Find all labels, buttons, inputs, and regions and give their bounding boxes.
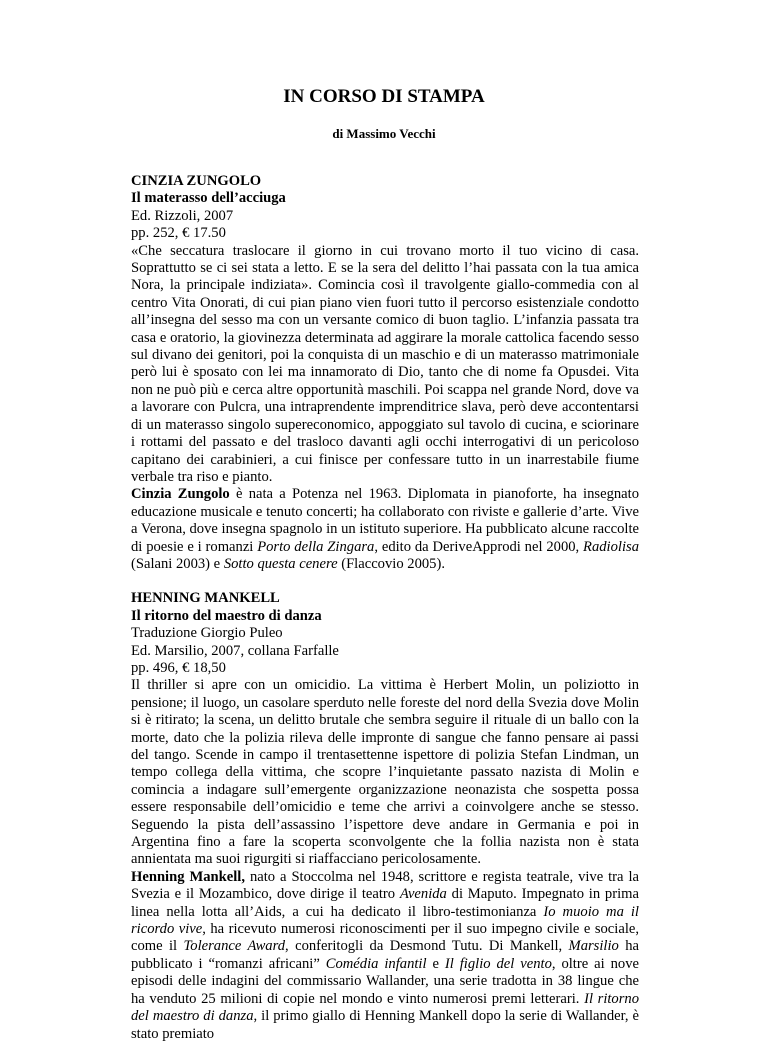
book-review: «Che seccatura traslocare il giorno in cui trovano morto il tuo vicino di casa. Soprattutto se ci sei stata a letto. E se la sera del delitto l’hai passata con la tua amica Nora, la principale indiziata». Comincia così il travolgente giallo-commedia con al centro Vita Onorati, di cui pian piano vien fuori tutto il percorso esistenziale condotto all’insegna del sesso ma con un versante comico di buon taglio. L’infanzia passata tra casa e oratorio, la giovinezza determinata ad aggirare la morale cattolica facendo sesso sul divano dei genitori, poi la conquista di un maschio e di un materasso matrimoniale però lui è sposato con lei ma innamorato di Dio, tanto che di nome fa Opusdei. Vita non ne può più e cerca altre opportunità maschili. Poi scappa nel grande Nord, dove va a lavorare con Pulcra, una intraprendente imprenditrice slava, però deve accontentarsi di un materasso singolo supereconomico, appoggiato sul tavolo di cucina, e sciorinare i rottami del passato e del trasloco davanti agli occhi interrogativi di un pericoloso capitano dei carabinieri, a cui finisce per confessare tutto in un inarrestabile fiume verbale tra riso e pianto. bbox=[131, 242, 639, 485]
bio-book-title: Radiolisa bbox=[583, 538, 639, 555]
bio-text: , oltre ai nove episodi delle indagini del commissario Wallander, una serie tradotta in 38 lingue che ha venduto 25 milioni di copie nel mondo e vinto numerosi premi letterari. bbox=[131, 955, 639, 1007]
book-review: Il thriller si apre con un omicidio. La vittima è Herbert Molin, un poliziotto in pensione; il luogo, un casolare sperduto nelle foreste del nord della Svezia dove Molin si è ritirato; la scena, un delitto brutale che sembra seguire il rituale di un ballo con la morte, dato che la polizia rileva delle impronte di sangue che fanno pensare ai passi del tango. Scende in campo il trentasettenne ispettore di polizia Stefan Lindman, un tempo collega della vittima, che scopre l’inquietante passato nazista di Molin e comincia a indagare sull’emergente organizzazione neonazista che sospetta possa essere responsabile dell’omicidio e teme che arrivi a coinvolgere anche se stesso. Seguendo la pista dell’assassino l’ispettore deve andare in Germania e poi in Argentina fino a fare la scoperta sconvolgente che la follia nazista non è stata annientata ma suoi rigurgiti si riaffacciano pericolosamente. bbox=[131, 677, 639, 868]
bio-text: e bbox=[426, 955, 445, 972]
book-publisher: Ed. Rizzoli, 2007 bbox=[131, 207, 234, 224]
bio-text: (Flaccovio 2005). bbox=[337, 555, 445, 572]
bio-book-title: Porto della Zingara bbox=[257, 538, 375, 555]
page-title: IN CORSO DI STAMPA bbox=[283, 86, 485, 107]
bio-book-title: Il ritorno del maestro di danza bbox=[131, 990, 639, 1025]
bio-text: , il primo giallo di Henning Mankell dopo la serie di Wallander, è stato premiato bbox=[131, 1008, 640, 1042]
bio-text: , conferitogli da Desmond Tutu. Di Mankell, bbox=[285, 938, 569, 955]
book-author: HENNING MANKELL bbox=[131, 590, 280, 607]
bio-book-title: Comédia infantil bbox=[325, 955, 427, 972]
bio-text: (Salani 2003) e bbox=[131, 555, 224, 572]
bio-text: di Maputo. Impegnato in prima linea nella lotta all’Aids, a cui ha dedicato il libro-testimonianza bbox=[131, 886, 639, 920]
bio-text: ha pubblicato i “romanzi africani” bbox=[131, 938, 639, 972]
bio-book-title: Io muoio ma il ricordo vive bbox=[131, 903, 639, 938]
book-author: CINZIA ZUNGOLO bbox=[131, 173, 262, 189]
author-bio bbox=[131, 486, 639, 573]
bio-text: è nata a Potenza nel 1963. Diplomata in pianoforte, ha insegnato educazione musicale e tenuto concerti; ha collaborato con riviste e gallerie d’arte. Vive a Verona, dove insegna spagnolo in un istituto superiore. Ha pubblicato alcune raccolte di poesie e i romanzi bbox=[131, 486, 639, 555]
book-pages-price: pp. 252, € 17.50 bbox=[131, 225, 226, 242]
bio-text: , edito da DeriveApprodi nel 2000, bbox=[374, 538, 584, 555]
book-title: Il materasso dell’acciuga bbox=[131, 190, 286, 207]
book-entry-mankell bbox=[131, 590, 639, 1043]
bio-book-title: Il figlio del vento bbox=[444, 955, 552, 972]
content bbox=[131, 173, 639, 1043]
book-pages-price: pp. 496, € 18,50 bbox=[131, 659, 226, 676]
bio-book-title: Avenida bbox=[399, 886, 447, 903]
bio-author-name: Henning Mankell, bbox=[131, 868, 246, 885]
bio-text: nato a Stoccolma nel 1948, scrittore e regista teatrale, vive tra la Svezia e il Mozambico, dove dirige il teatro bbox=[131, 868, 639, 903]
book-entry-zungolo bbox=[131, 173, 639, 573]
book-title: Il ritorno del maestro di danza bbox=[131, 607, 322, 624]
book-translator: Traduzione Giorgio Puleo bbox=[131, 625, 283, 642]
author-bio bbox=[131, 869, 639, 1043]
bio-publisher-name: Marsilio bbox=[568, 938, 619, 955]
bio-text: , ha ricevuto numerosi riconoscimenti per il suo impegno civile e sociale, come il bbox=[131, 921, 640, 955]
bio-book-title: Sotto questa cenere bbox=[223, 555, 338, 572]
byline: di Massimo Vecchi bbox=[332, 126, 436, 141]
book-publisher: Ed. Marsilio, 2007, collana Farfalle bbox=[131, 642, 339, 659]
bio-book-title: Tolerance Award bbox=[183, 938, 286, 955]
bio-author-name: Cinzia Zungolo bbox=[131, 486, 230, 503]
